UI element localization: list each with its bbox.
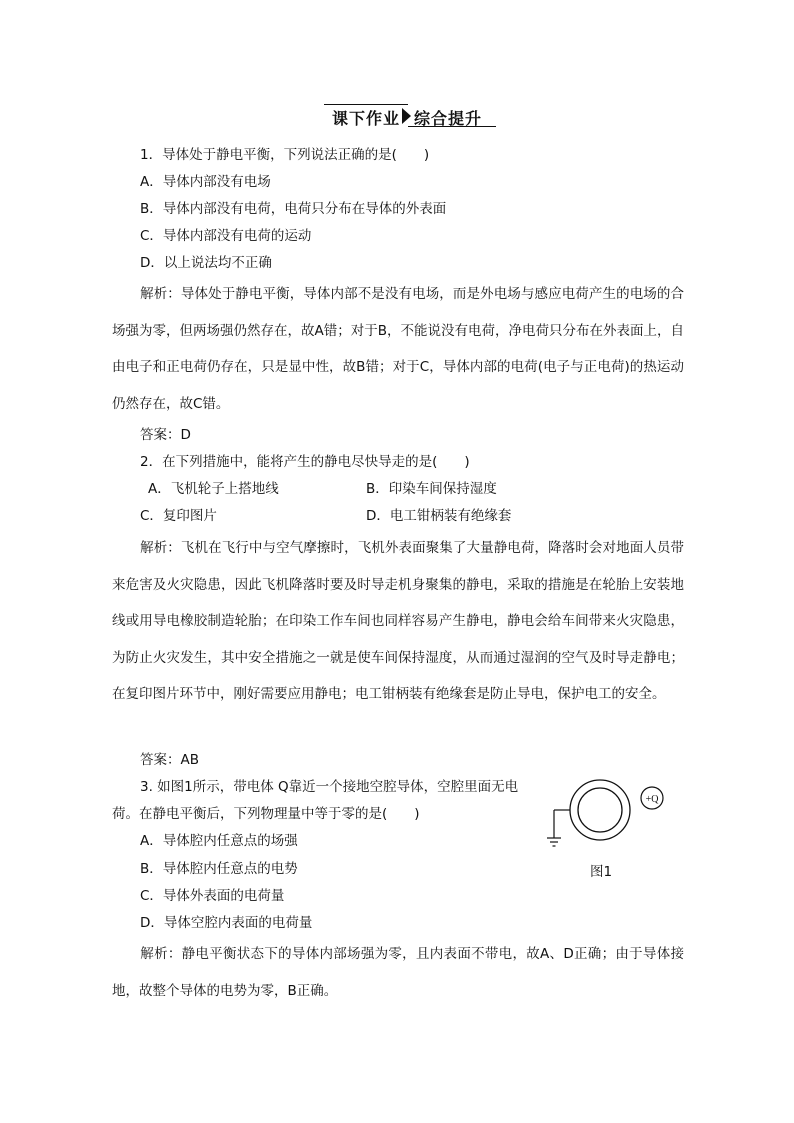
- ground-wire: [554, 810, 570, 838]
- q1-option-a: A．导体内部没有电场: [140, 174, 271, 190]
- q1-stem: 1．导体处于静电平衡，下列说法正确的是( ): [140, 147, 430, 163]
- q2-answer: 答案：AB: [140, 752, 199, 768]
- q3-stem-line2: 荷。在静电平衡后，下列物理量中等于零的是( ): [112, 806, 420, 822]
- header-right-title: 综合提升: [414, 109, 483, 128]
- q1-option-b: B．导体内部没有电荷，电荷只分布在导体的外表面: [140, 201, 447, 217]
- header-rule-top: [324, 104, 408, 105]
- q2-option-d: D．电工钳柄装有绝缘套: [366, 508, 512, 524]
- ground-symbol-icon: [547, 838, 561, 846]
- q2-analysis-text: 解析：飞机在飞行中与空气摩擦时，飞机外表面聚集了大量静电荷，降落时会对地面人员带来危害及火灾隐患，因此飞机降落时要及时导走机身聚集的静电，采取的措施是在轮胎上安装地线或用导电橡胶制造轮胎；在印染工作车间也同样容易产生静电，静电会给车间带来火灾隐患，为防止火灾发生，其中安全措施之一就是使车间保持湿度，从而通过湿润的空气及时导走静电；在复印图片环节中，刚好需要应用静电；电工钳柄装有绝缘套是防止导电，保护电工的安全。: [112, 540, 684, 702]
- q3-option-d: D．导体空腔内表面的电荷量: [140, 915, 313, 931]
- charged-body-label: +Q: [645, 794, 659, 805]
- q2-option-a: A．飞机轮子上搭地线: [148, 481, 279, 497]
- q1-option-c: C．导体内部没有电荷的运动: [140, 228, 312, 244]
- q2-analysis: [112, 530, 684, 713]
- q1-option-d: D．以上说法均不正确: [140, 255, 272, 271]
- grounded-cavity-conductor: [570, 780, 630, 840]
- q1-analysis: [112, 276, 684, 422]
- q1-analysis-text: 解析：导体处于静电平衡，导体内部不是没有电场，而是外电场与感应电荷产生的电场的合场强为零，但两场强仍然存在，故A错；对于B，不能说没有电荷，净电荷只分布在外表面上，自由电子和正电荷仍存在，只是显中性，故B错；对于C，导体内部的电荷(电子与正电荷)的热运动仍然存在，故C错。: [112, 286, 684, 412]
- q2-option-b: B．印染车间保持湿度: [366, 481, 497, 497]
- section-header: [324, 104, 496, 128]
- q3-analysis-text: 解析：静电平衡状态下的导体内部场强为零，且内表面不带电，故A、D正确；由于导体接地，故整个导体的电势为零，B正确。: [112, 946, 684, 999]
- q3-option-a: A．导体腔内任意点的场强: [140, 833, 298, 849]
- figure-1-caption: 图1: [590, 864, 613, 880]
- q3-option-b: B．导体腔内任意点的电势: [140, 861, 298, 877]
- q3-stem-line1: 3. 如图1所示，带电体 Q靠近一个接地空腔导体，空腔里面无电: [140, 779, 519, 795]
- charged-body-q: [641, 787, 663, 809]
- header-rule-bottom: [408, 126, 496, 127]
- q2-stem: 2．在下列措施中，能将产生的静电尽快导走的是( ): [140, 454, 470, 470]
- q3-option-c: C．导体外表面的电荷量: [140, 888, 285, 904]
- q2-option-c: C．复印图片: [140, 508, 217, 524]
- q3-analysis: [112, 936, 684, 1009]
- header-triangle-icon: [402, 108, 411, 124]
- figure-1-conductor-diagram: [544, 770, 674, 854]
- header-left-title: 课下作业: [332, 109, 401, 128]
- q1-answer: 答案：D: [140, 427, 191, 443]
